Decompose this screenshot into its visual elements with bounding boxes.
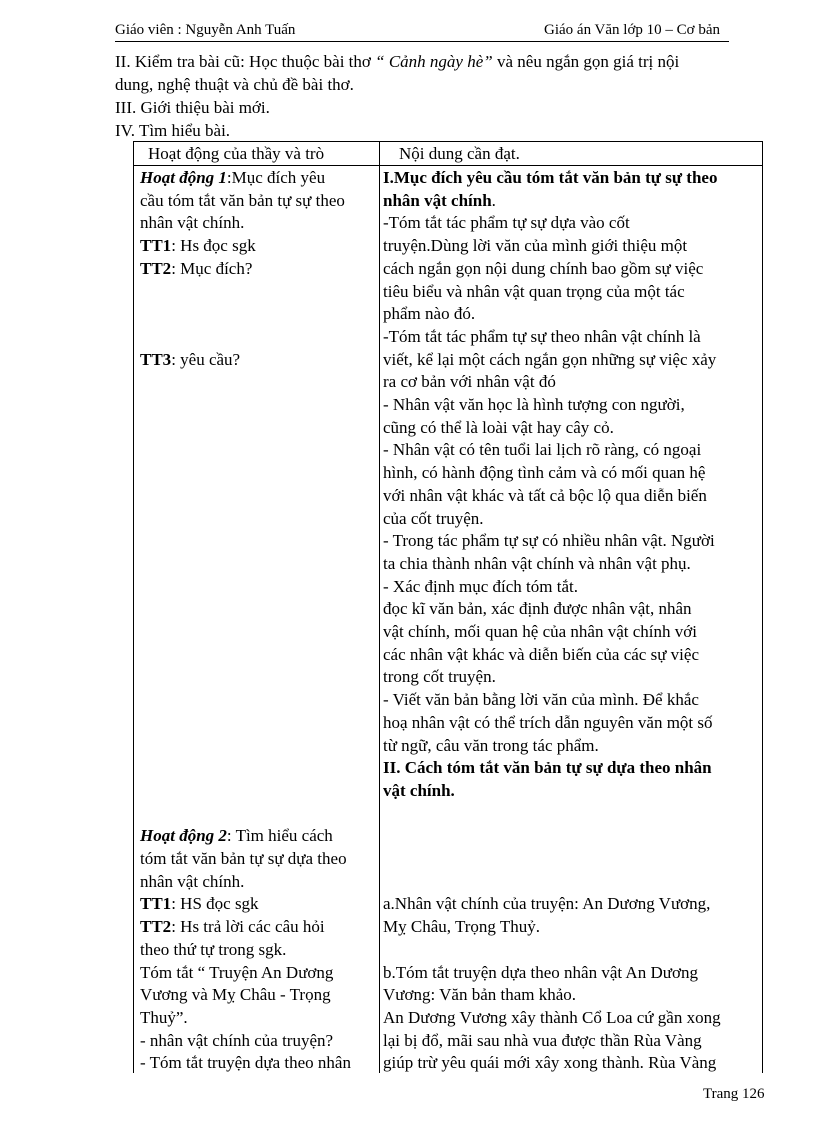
page-number: Trang 126 (703, 1086, 765, 1102)
content-line: cách ngắn gọn nội dung chính bao gồm sự việc (383, 258, 704, 278)
section-2-heading: II. Cách tóm tắt văn bản tự sự dựa theo nhân (383, 758, 712, 778)
intro-line-4: IV. Tìm hiểu bài. (115, 121, 231, 140)
content-line: An Dương Vương xây thành Cổ Loa cứ gần xong (383, 1007, 721, 1027)
page-header (115, 22, 765, 44)
content-line: vật chính, mối quan hệ của nhân vật chính với (383, 622, 697, 642)
content-line: - Trong tác phẩm tự sự có nhiều nhân vật. Người (383, 531, 715, 551)
summary-line-1: Tóm tắt “ Truyện An Dương (140, 962, 334, 982)
summary-line-4: - nhân vật chính của truyện? (140, 1030, 334, 1050)
section-1-heading-line-2: nhân vật chính. (383, 190, 496, 210)
content-line: ra cơ bản với nhân vật đó (383, 372, 556, 392)
activity-1-title: Hoạt động 1:Mục đích yêu (140, 168, 326, 187)
task-2b: TT2: Hs trả lời các câu hỏi (140, 917, 325, 937)
task-2b-line-2: theo thứ tự trong sgk. (140, 939, 287, 959)
content-line: b.Tóm tắt truyện dựa theo nhân vật An Dương (383, 962, 698, 982)
task-2: TT2: Mục đích? (140, 258, 253, 278)
table-header-divider (134, 165, 762, 166)
content-line: từ ngữ, câu văn trong tác phẩm. (383, 735, 599, 755)
table-column-divider (379, 142, 380, 1073)
intro-line-3: III. Giới thiệu bài mới. (115, 98, 270, 117)
intro-section (115, 50, 765, 142)
content-line: -Tóm tắt tác phẩm tự sự dựa vào cốt (383, 213, 630, 233)
content-column (383, 167, 759, 1075)
task-1: TT1: Hs đọc sgk (140, 236, 256, 256)
task-1b: TT1: HS đọc sgk (140, 894, 259, 914)
content-line: - Nhân vật văn học là hình tượng con người, (383, 395, 685, 415)
header-teacher: Giáo viên : Nguyễn Anh Tuấn (115, 22, 296, 38)
summary-line-2: Vương và Mỵ Châu - Trọng (140, 985, 331, 1005)
summary-line-3: Thuỷ”. (140, 1007, 188, 1027)
activity-2-line-3: nhân vật chính. (140, 871, 245, 891)
activity-2-title: Hoạt động 2: Tìm hiểu cách (140, 826, 333, 846)
content-line: - Viết văn bản bằng lời văn của mình. Để khắc (383, 690, 699, 710)
content-line: truyện.Dùng lời văn của mình giới thiệu một (383, 236, 688, 256)
content-line: giúp trừ yêu quái mới xây xong thành. Rùa Vàng (383, 1053, 717, 1073)
activities-column (140, 167, 372, 1075)
content-line: cũng có thể là loài vật hay cây cỏ. (383, 417, 614, 437)
summary-line-5: - Tóm tắt truyện dựa theo nhân (140, 1053, 351, 1073)
activity-1-line-3: nhân vật chính. (140, 213, 245, 233)
task-3: TT3: yêu cầu? (140, 349, 241, 369)
table-header-activities: Hoạt động của thầy và trò (148, 144, 325, 163)
content-line: - Xác định mục đích tóm tắt. (383, 576, 578, 596)
intro-line-1: II. Kiểm tra bài cũ: Học thuộc bài thơ “ Cảnh ngày hè” và nêu ngắn gọn giá trị nội (115, 52, 680, 71)
content-line: hình, có hành động tình cảm và có mối quan hệ (383, 463, 706, 483)
content-line: ta chia thành nhân vật chính và nhân vật phụ. (383, 553, 691, 573)
content-line: a.Nhân vật chính của truyện: An Dương Vương, (383, 894, 711, 914)
content-line: với nhân vật khác và tất cả bộc lộ qua diễn biến (383, 485, 707, 505)
content-line: lại bị đổ, mãi sau nhà vua được thần Rùa Vàng (383, 1030, 702, 1050)
content-line: phẩm nào đó. (383, 304, 476, 324)
table-header-content: Nội dung cần đạt. (399, 144, 520, 163)
content-line: của cốt truyện. (383, 508, 484, 528)
content-line: viết, kể lại một cách ngắn gọn những sự việc xảy (383, 349, 717, 369)
intro-line-2: dung, nghệ thuật và chủ đề bài thơ. (115, 75, 354, 94)
content-line: - Nhân vật có tên tuổi lai lịch rõ ràng, có ngoại (383, 440, 702, 460)
content-line: tiêu biểu và nhân vật quan trọng của một tác (383, 281, 685, 301)
header-rule (115, 41, 729, 42)
content-line: Mỵ Châu, Trọng Thuỷ. (383, 917, 540, 937)
content-line: Vương: Văn bản tham khảo. (383, 985, 577, 1005)
content-line: trong cốt truyện. (383, 667, 496, 687)
content-line: -Tóm tắt tác phẩm tự sự theo nhân vật chính là (383, 326, 701, 346)
header-subject: Giáo án Văn lớp 10 – Cơ bản (544, 22, 720, 38)
section-2-heading-line-2: vật chính. (383, 780, 455, 800)
activity-2-line-2: tóm tắt văn bản tự sự dựa theo (140, 848, 347, 868)
content-line: đọc kĩ văn bản, xác định được nhân vật, nhân (383, 599, 692, 619)
section-1-heading: I.Mục đích yêu cầu tóm tắt văn bản tự sự theo (383, 168, 718, 187)
lesson-table (133, 141, 763, 1073)
content-line: các nhân vật khác và diễn biến của các sự việc (383, 644, 699, 664)
content-line: hoạ nhân vật có thể trích dẫn nguyên văn một số (383, 712, 713, 732)
activity-1-line-2: cầu tóm tắt văn bản tự sự theo (140, 190, 345, 210)
